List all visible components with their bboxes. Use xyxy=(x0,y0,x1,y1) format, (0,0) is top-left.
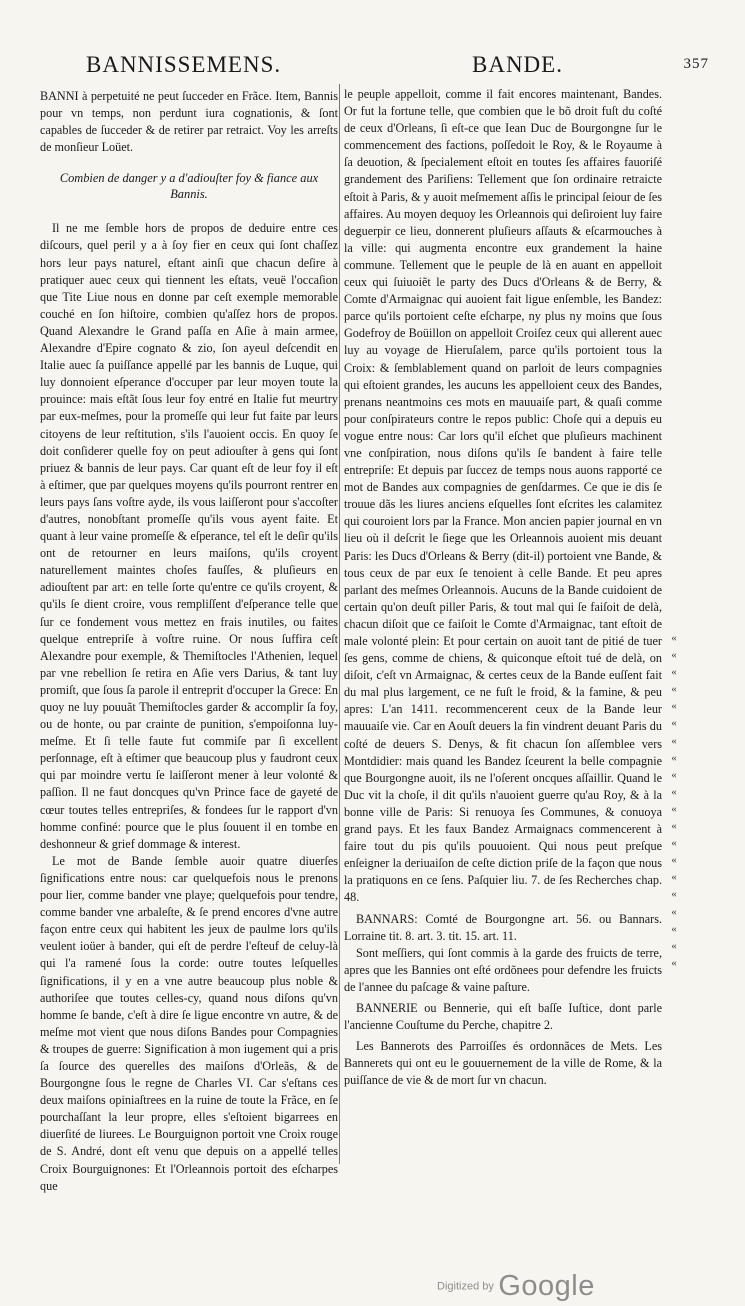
quote-mark: « xyxy=(671,751,677,764)
margin-quote-marks xyxy=(664,630,684,972)
quote-mark: « xyxy=(671,871,677,884)
quote-mark: « xyxy=(671,820,677,833)
quote-mark: « xyxy=(671,922,677,935)
entry-messiers: Sont meſſiers, qui ſont commis à la garde des fruicts de terre, apres que les Bannies ont eſté ordõnees pour defendre les fruicts de l'annee du paſcage & vaine paſture. xyxy=(344,945,662,994)
quote-mark: « xyxy=(671,785,677,798)
quote-mark: « xyxy=(671,837,677,850)
quote-mark: « xyxy=(671,802,677,815)
quote-mark: « xyxy=(671,956,677,969)
paragraph-bande-continued: le peuple appelloit, comme il fait encores maintenant, Bandes. Or fut la fortune telle, que combien que le bõ droit fuſt du coſté de ceux d'Orleans, ſi eſt-ce que Iean Duc de Bourgongne ſur le commencement des factions, poſſedoit le Roy, & le Royaume à ſa deuotion, & ſpecialement eſtoit en toutes ſes affaires fauoriſé grandement des Pariſiens: Tellement que ſon ordinaire retraicte eſtoit à Paris, & y auoit meſmement aſſis le principal ſeiour de ſes affaires. Au moyen dequoy les Orleannois qui deſiroient luy faire deguerpir ce lieu, donnerent pluſieurs aſſauts & eſcarmouches à la ville: qui augmenta encontre eux grandement la haine commune. Tellement que le peuple de là en auant en appelloit ceux qui ſuiuoiẽt le party des Ducs d'Orleans & de Berry, & Comte d'Armaignac qui auoient fait ligue enſemble, les Bandez: parce qu'ils portoient ceſte eſcharpe, ny plus ny moins que ſous Godefroy de Boüillon on appelloit Croiſez ceux qui allerent auec luy au voyage de Hieruſalem, parce qu'ils portoient tous la Croix: & ſemblablement quand on parloit de leurs compagnies qui eſtoient grandes, les aucuns les appelloient ceux des Bandes, prenans neantmoins ces mots en mauuaiſe part, & quaſi comme pour conſpirateurs contre le repos public: Choſe qui a depuis eu vogue entre nous: Car lors qu'il eſchet que pluſieurs machinent vne conſpiration, nous diſons qu'ils ſe bandent à faire telle entrepriſe: Et depuis par ſuccez de temps nous auons rapporté ce mot de Bandes aux compagnies de genſdarmes. Ce que ie dis ſe trouue dãs les liures anciens eſquelles ſont eſcrites les calamitez qui couroient lors par la France. Mon ancien papier journal en vn lieu où il deſcrit le ſiege que les Orleannois auoient mis deuant Paris: les Ducs d'Orleans & Berry (dit-il) portoient vne Bande, & tous ceux de par eux ſe tenoient à celle Bande. Et peu apres parlant des meſmes Orleannois. Aucuns de la Bande cuidoient de certain qu'on deuſt piller Paris, & tout mal qui ſe faiſoit de delà, chacun diſoit que ce faiſoit le Comte d'Armaignac, tant eſtoit de male volonté plein: Et pour certain on auoit tant de pitié de tuer ſes gens, comme de chiens, & quiconque eſtoit tué de delà, on diſoit, c'eſt vn Armaignac, & certes ceux de la Bande euſſent fait du mal plus largement, ce ne fuſt le froid, & la famine, & peu apres: L'an 1411. recommencerent ceux de la Bande leur mauuaiſe vie. Car en Aouſt deuers la fin vindrent deuant Paris du coſté de deuers S. Denys, & fit chacun ſon aſſemblee vers Montdidier: mais quand les Bandez ſceurent la belle compagnie que Bourgongne auoit, ils ne l'oſerent oncques aſſaillir. Quand le Duc vit la choſe, il dit qu'ils n'auoient guerre qu'au Roy, & à la bonne ville de Paris: Si renuoya ſes Communes, & conuoya grand pays. Et les faux Bandez Armaignacs commencerent à faire tout du pis qu'ils pouuoient. Qui nous peut preſque enſeigner la deriuaiſon de ceſte diction priſe de la façon que nous la pratiquons en ce ſens. Paſquier liu. 7. de ſes Recherches chap. 48. xyxy=(344,87,662,905)
section-heading: Combien de danger y a d'adiouſter foy & fiance aux Bannis. xyxy=(59,171,319,202)
quote-mark: « xyxy=(671,700,677,713)
google-logo: Google xyxy=(498,1270,595,1302)
quote-mark: « xyxy=(671,768,677,781)
quote-mark: « xyxy=(671,649,677,662)
quote-mark: « xyxy=(671,734,677,747)
entry-bannerots: Les Bannerots des Parroiſſes és ordonnãces de Mets. Les Bannerets qui ont eu le gouuernement de la ville de Rome, & la puiſſance de vie & de mort ſur vn chacun. xyxy=(344,1039,662,1088)
paragraph-bande: Le mot de Bande ſemble auoir quatre diuerſes ſignifications entre nous: car quelquefois nous le prenons pour lier, comme bander vne playe; quelquefois pour tendre, comme bander vne arbaleſte, & ſe prend encores d'vne autre façon entre ceux qui habitent les jeux de paulme lors qu'ils veulent ioüer à bander, qui eſt de perdre l'eſteuf de celuy-là qui l'a ramené ſous la corde: outre toutes leſquelles ſignifications, il y en a vne autre beaucoup plus noble & authoriſee que toutes celles-cy, quand nous diſons qu'vn homme ſe bande, c'eſt à dire ſe ligue encontre vn autre, & de meſme mot vient que nous diſons Bandes pour Compagnies & troupes de guerre: Signification à mon iugement qui a pris ſa ſource des querelles des maiſons d'Orleãs, & de Bourgongne ſous le regne de Charles VI. Car s'eſtans ces deux maiſons opiniaſtrees en la ruine de toute la Frãce, en ſe pourchaſſant la leur propre, elles s'eſtoient bigarrees en diuerſité de liurees. Le Bourguignon portoit vne Croix rouge de S. André, dont eſt venu que depuis on a appellé telles Croix Bourguignones: Et l'Orleannois portoit des eſcharpes que xyxy=(40,853,338,1193)
running-head-left: BANNISSEMENS. xyxy=(86,52,282,77)
entry-bannars: BANNARS: Comté de Bourgongne art. 56. ou Bannars. Lorraine tit. 8. art. 3. tit. 15. art. 11. xyxy=(344,911,662,943)
left-column xyxy=(40,84,338,1193)
opening-paragraph: BANNI à perpetuité ne peut ſucceder en Frãce. Item, Bannis pour vn temps, non perdunt iura cognationis, & ſont capables de ſucceder & de retirer par retraict. Voy les arreſts de monſieur Loüet. xyxy=(40,89,338,155)
page-number: 357 xyxy=(683,56,709,72)
running-head-right: BANDE. xyxy=(472,52,563,77)
entry-bannerie: BANNERIE ou Bennerie, qui eſt baſſe Iuſtice, dont parle l'ancienne Couſtume du Perche, chapitre 2. xyxy=(344,1000,662,1033)
quote-mark: « xyxy=(671,939,677,952)
quote-mark: « xyxy=(671,666,677,679)
column-divider xyxy=(339,84,340,1164)
quote-mark: « xyxy=(671,632,677,644)
quote-mark: « xyxy=(671,854,677,867)
paragraph-bannis: Il ne me ſemble hors de propos de deduire entre ces diſcours, quel peril y a à ſoy fier en ceux qui ſont chaſſez hors leur pays naturel, eſtant ainſi que chacun deſire à pratiquer auec ceux qui tiennent les eſtats, veuë l'occaſion que Tite Liue nous en donne par ceſt exemple memorable couché en ſon hiſtoire, combien qu'aſſez hors de propos. Quand Alexandre le Grand paſſa en Aſie à main armee, Alexandre d'Epire cognato & zio, ſon ayeul deſcendit en Italie auec ſa puiſſance appellé par les bannis de Luque, qui luy donnoient eſperance d'occuper par leur moyen toute la prouince: mais eſtãt ſous leur foy entré en Italie fut meurtry par eux-meſmes, pour la promeſſe qui leur fut faite par leurs citoyens de leur reſtitution, s'ils l'auoient occis. En quoy ſe doit conſiderer quelle foy on peut adiouſter à gens qui ſont priuez & bannis de leur pays. Car quant eſt de leur foy il eſt à eſtimer, que par quelques moyens qu'ils pourront rentrer en leurs pays ſans voſtre ayde, ils vous laiſſeront pour s'accoſter d'autres, nonobſtant promeſſe qu'ils vous ayent faite. Et quant à leur vaine promeſſe & eſperance, tel eſt le deſir qu'ils ont de retourner en leurs maiſons, qu'ils croyent naturellement maintes choſes fauſſes, & pluſieurs en adiouſtent par art: en telle ſorte qu'entre ce qu'ils croyent, & qu'ils ſe dient croire, vous rempliſſent d'eſperance telle que ſur ce fondement vous mettez en frais inutiles, ou faites quelque entrepriſe à voſtre ruine. Or nous ſuffira ceſt Alexandre pour exemple, & Themiſtocles l'Athenien, lequel par vne rebellion ſe retira en Aſie vers Darius, & tant luy promiſt, que ſous ſa parole il entreprit d'occuper la Grece: En quoy ne luy pouuãt Themiſtocles garder & accomplir ſa foy, ou de honte, ou par crainte de punition, s'empoiſonna luy-meſme. Et ſi telle faute fut commiſe par ſi excellent perſonnage, eſt à eſtimer que beaucoup plus y faudront ceux qui par moindre vertu ſe laiſſeront mener à leur volonté & paſſion. Il ne faut doncques qu'vn Prince face de gayeté de cœur toutes telles entrepriſes, & fondees ſur le rapport d'vn homme confiné: pource que le plus ſouuent il en tombe en deshonneur & grief dommage & interest. xyxy=(40,221,338,851)
quote-mark: « xyxy=(671,888,677,901)
quote-mark: « xyxy=(671,905,677,918)
quote-mark: « xyxy=(671,717,677,730)
quote-mark: « xyxy=(671,683,677,696)
digitized-watermark xyxy=(437,1270,595,1303)
watermark-prefix: Digitized by xyxy=(437,1280,494,1293)
right-column xyxy=(344,84,662,1236)
